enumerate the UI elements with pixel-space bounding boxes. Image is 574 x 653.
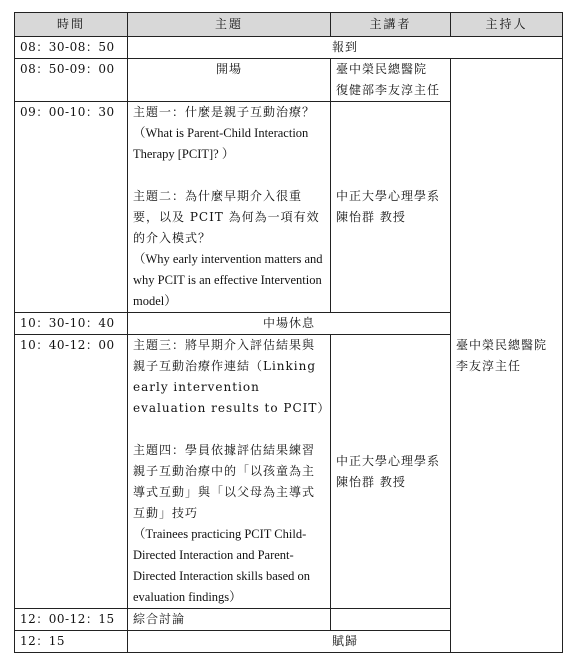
time-cell: 10：40-12：00 [15,335,128,609]
topic-english: （Why early intervention matters and why PCIT is an effective Intervention model） [133,252,323,308]
topic-title: 主題二：為什麼早期介入很重要，以及 PCIT 為何為一項有效的介入模式？ [133,189,320,245]
topic-cell: 報到 [128,37,563,59]
topic-cell: 中場休息 [128,313,451,335]
topic-cell: 開場 [128,59,331,102]
topic-english: （What is Parent-Child Interaction Therapy [PCIT]? ） [133,126,309,161]
header-row [15,13,563,37]
speaker-line: 復健部李友淳主任 [336,83,441,97]
topic-title: 主題三：將早期介入評估結果與親子互動治療作連結（Linking early intervention evaluation results to PCIT） [133,338,331,415]
topic-cell: 賦歸 [128,631,563,653]
header-time: 時間 [15,13,128,37]
topic-cell [128,102,331,313]
time-cell: 12：00-12：15 [15,609,128,631]
table-row [15,37,563,59]
speaker-cell [331,609,451,631]
header-speaker: 主講者 [331,13,451,37]
time-cell: 08：50-09：00 [15,59,128,102]
speaker-line: 臺中榮民總醫院 [336,62,428,76]
speaker-cell: 中正大學心理學系陳怡群 教授 [331,335,451,609]
agenda-table [14,12,563,653]
host-line: 李友淳主任 [456,358,522,373]
table-row [15,631,563,653]
time-cell: 12：15 [15,631,128,653]
header-host: 主持人 [451,13,563,37]
topic-title: 主題一：什麼是親子互動治療？ [133,105,316,119]
topic-title: 主題四：學員依據評估結果練習親子互動治療中的「以孩童為主導式互動」與「以父母為主導式互動」技巧 [133,443,316,520]
topic-cell: 綜合討論 [128,609,331,631]
speaker-cell: 中正大學心理學系陳怡群 教授 [331,102,451,313]
table-row [15,59,563,102]
header-topic: 主題 [128,13,331,37]
host-cell [451,59,563,653]
time-cell: 08：30-08：50 [15,37,128,59]
host-line: 臺中榮民總醫院 [456,337,548,352]
speaker-cell [331,59,451,102]
time-cell: 09：00-10：30 [15,102,128,313]
topic-cell [128,335,331,609]
topic-english: （Trainees practicing PCIT Child-Directed Interaction and Parent-Directed Interaction skills based on evaluation findings） [133,527,311,604]
time-cell: 10：30-10：40 [15,313,128,335]
